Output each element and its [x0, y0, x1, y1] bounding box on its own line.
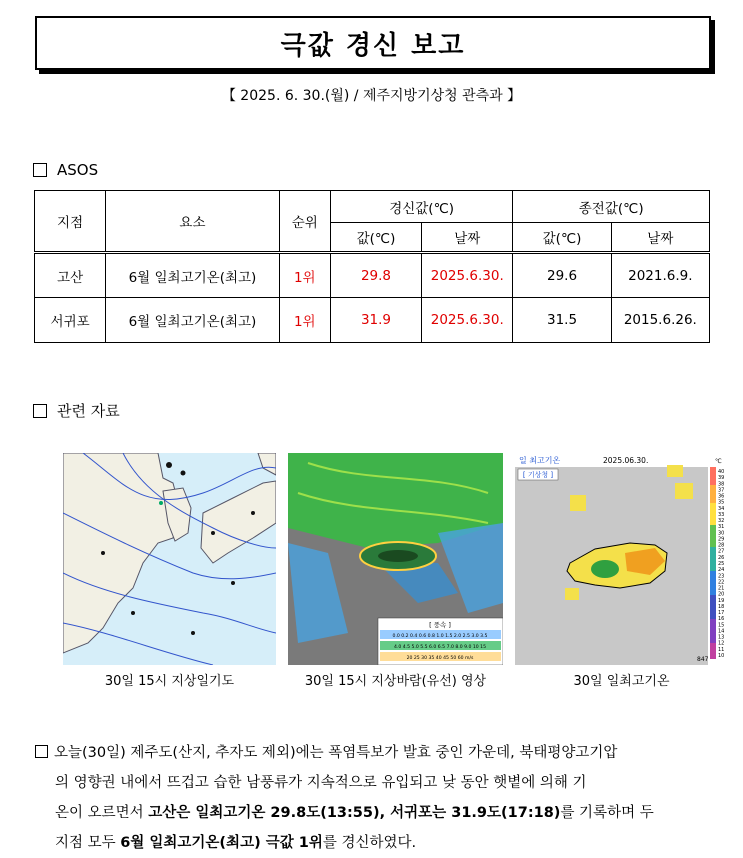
square-bullet-icon: [33, 404, 47, 418]
summary-highlight: 고산은 일최고기온 29.8도(13:55), 서귀포는 31.9도(17:18): [148, 805, 561, 821]
header-new-group: 경신값(℃): [330, 191, 513, 223]
cell-station: 고산: [35, 253, 106, 298]
colorbar-tick-label: 39: [718, 475, 725, 482]
summary-line-3: [35, 798, 715, 828]
temp-map-footer: 847: [697, 656, 709, 663]
subtitle: 【 2025. 6. 30.(월) / 제주지방기상청 관측과 】: [221, 88, 522, 104]
header-prev-date: 날짜: [611, 223, 709, 253]
header-new-date: 날짜: [422, 223, 513, 253]
temp-map-unit: ℃: [715, 458, 722, 465]
colorbar-tick-label: 11: [718, 646, 725, 653]
section-asos: [33, 161, 98, 179]
colorbar-tick-label: 40: [718, 469, 725, 475]
wind-legend-row2: 4.0 4.5 5.0 5.5 6.0 6.5 7.0 8.0 9.0 10 15: [393, 645, 487, 650]
colorbar-tick-label: 18: [718, 603, 725, 610]
colorbar-tick-label: 32: [718, 518, 725, 525]
square-bullet-icon: [33, 163, 47, 177]
summary-text: 지점 모두: [55, 835, 121, 851]
colorbar-tick-label: 24: [718, 567, 725, 574]
square-bullet-icon: [35, 745, 48, 758]
summary-line-4: [35, 828, 715, 858]
colorbar-tick-label: 15: [718, 622, 725, 629]
temp-map-date: 2025.06.30.: [603, 456, 649, 465]
colorbar-tick-label: 30: [718, 530, 725, 537]
header-prev-group: 종전값(℃): [513, 191, 710, 223]
colorbar-tick-label: 16: [718, 616, 725, 623]
header-new-value: 값(℃): [330, 223, 421, 253]
cell-prev-date: 2015.6.26.: [611, 298, 709, 343]
summary-line-1: [35, 738, 715, 768]
colorbar-tick-label: 23: [718, 573, 725, 580]
cell-new-value: 29.8: [330, 253, 421, 298]
colorbar-tick-label: 35: [718, 499, 725, 506]
summary-text: 를 경신하였다.: [322, 835, 417, 851]
wind-legend-label: [ 풍속 ]: [429, 621, 451, 629]
title-box: [35, 16, 711, 70]
cell-rank: 1위: [279, 253, 330, 298]
colorbar-tick-label: 37: [718, 487, 725, 494]
header-element: 요소: [106, 191, 280, 253]
section-related-label: 관련 자료: [57, 402, 120, 420]
colorbar-tick-label: 26: [718, 554, 725, 561]
header-prev-value: 값(℃): [513, 223, 611, 253]
wind-legend-row3: 20 25 30 35 40 45 50 60 m/s: [406, 656, 474, 661]
section-related: [33, 400, 120, 421]
colorbar-tick-label: 36: [718, 493, 725, 500]
cell-new-date: 2025.6.30.: [422, 253, 513, 298]
colorbar-tick-label: 13: [718, 634, 725, 641]
temperature-map-image: [515, 453, 728, 665]
colorbar-tick-label: 31: [718, 524, 725, 531]
page-title: 극값 경신 보고: [280, 30, 466, 61]
caption-weather-chart: 30일 15시 지상일기도: [104, 674, 235, 689]
colorbar-tick-label: 14: [718, 628, 725, 635]
colorbar-tick-label: 27: [718, 548, 725, 555]
cell-element: 6월 일최고기온(최고): [106, 298, 280, 343]
cell-prev-value: 31.5: [513, 298, 611, 343]
colorbar-tick-label: 29: [718, 536, 725, 543]
summary-line-2: 의 영향권 내에서 뜨겁고 습한 남풍류가 지속적으로 유입되고 낮 동안 햇볕에 의해 기: [55, 775, 587, 791]
header-station: 지점: [35, 191, 106, 253]
wind-legend-row1: 0.0 0.2 0.4 0.6 0.8 1.0 1.5 2.0 2.5 3.0 3.5: [392, 634, 488, 639]
colorbar-tick-label: 10: [718, 653, 725, 659]
colorbar-tick-label: 33: [718, 511, 725, 518]
colorbar-tick-label: 21: [718, 585, 725, 592]
summary-text: 오늘(30일) 제주도(산지, 추자도 제외)에는 폭염특보가 발효 중인 가운데, 북태평양고기압: [54, 745, 618, 761]
colorbar-tick-label: 38: [718, 481, 725, 488]
caption-wind-image: 30일 15시 지상바람(유선) 영상: [304, 674, 487, 689]
colorbar-tick-label: 17: [718, 610, 725, 617]
colorbar-tick-label: 25: [718, 561, 725, 567]
header-rank: 순위: [279, 191, 330, 253]
asos-table: [34, 190, 710, 343]
surface-wind-image: [288, 453, 503, 665]
colorbar-tick-label: 22: [718, 579, 725, 586]
weather-chart-image: [63, 453, 276, 665]
summary-text: 온이 오르면서: [55, 805, 149, 821]
wind-streamline-image: [288, 453, 503, 665]
table-row: [35, 298, 710, 343]
temp-map-source: [ 기상청 ]: [522, 471, 554, 479]
colorbar-tick-label: 19: [718, 597, 725, 604]
cell-station: 서귀포: [35, 298, 106, 343]
section-asos-label: ASOS: [57, 161, 99, 179]
cell-prev-date: 2021.6.9.: [611, 253, 709, 298]
colorbar-tick-label: 20: [718, 591, 725, 598]
caption-temperature-map: 30일 일최고기온: [573, 674, 670, 689]
summary-text: 를 기록하며 두: [560, 805, 654, 821]
cell-new-date: 2025.6.30.: [422, 298, 513, 343]
summary-paragraph: [35, 738, 715, 858]
table-row: [35, 253, 710, 298]
temperature-colorbar: [710, 467, 716, 659]
cell-element: 6월 일최고기온(최고): [106, 253, 280, 298]
colorbar-tick-label: 28: [718, 542, 725, 549]
temp-map-title: 일 최고기온: [519, 456, 561, 465]
max-temperature-map: [515, 453, 728, 665]
colorbar-tick-label: 12: [718, 640, 725, 647]
surface-weather-chart: [63, 453, 276, 665]
cell-rank: 1위: [279, 298, 330, 343]
summary-highlight: 6월 일최고기온(최고) 극값 1위: [120, 835, 323, 851]
colorbar-tick-label: 34: [718, 505, 725, 512]
cell-new-value: 31.9: [330, 298, 421, 343]
cell-prev-value: 29.6: [513, 253, 611, 298]
